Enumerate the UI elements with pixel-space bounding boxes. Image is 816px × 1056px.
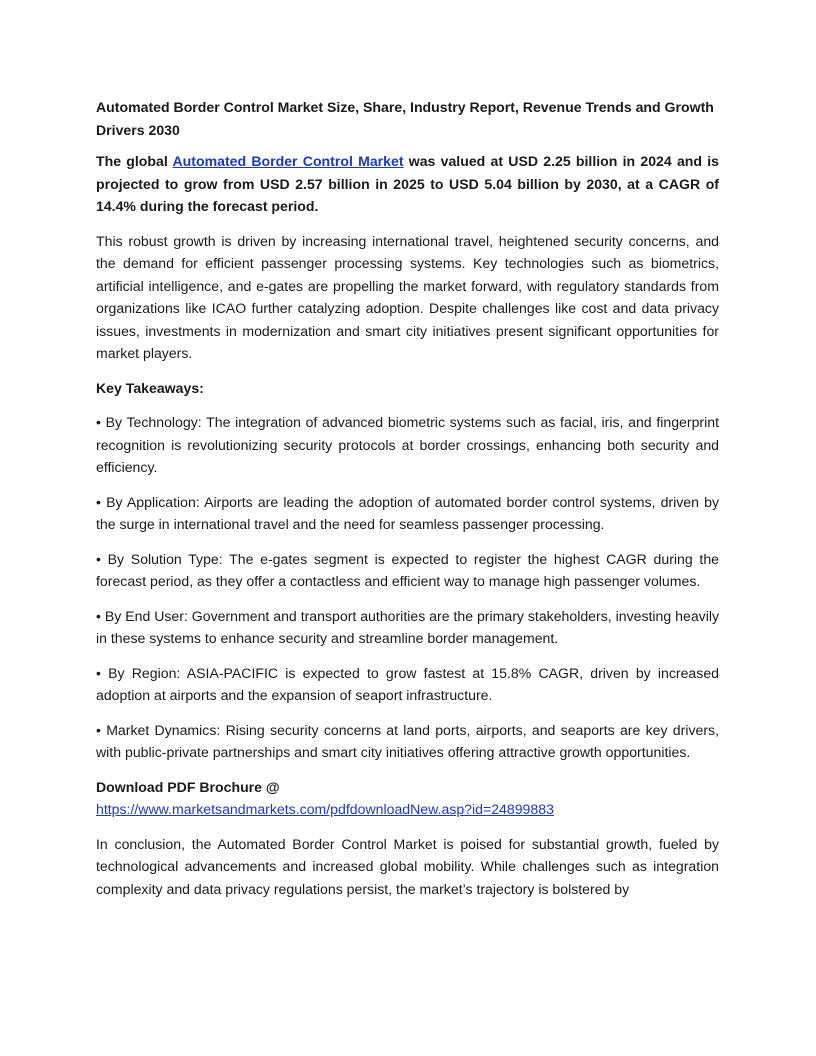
takeaway-solution-type: • By Solution Type: The e-gates segment is expected to register the highest CAGR during the forecast period, as they offer a contactless and efficient way to manage high passenger volumes. (96, 550, 719, 589)
market-report-link[interactable]: Automated Border Control Market (172, 153, 404, 169)
intro-paragraph (96, 150, 719, 218)
takeaway-application: • By Application: Airports are leading the adoption of automated border control systems, driven by the surge in international travel and the need for seamless passenger processing. (96, 493, 719, 532)
takeaway-end-user: • By End User: Government and transport authorities are the primary stakeholders, investing heavily in these systems to enhance security and streamline border management. (96, 607, 720, 646)
download-brochure-label: Download PDF Brochure @ (96, 778, 280, 795)
takeaway-market-dynamics: • Market Dynamics: Rising security concerns at land ports, airports, and seaports are key drivers, with public-private partnerships and smart city initiatives offering attractive growth opportunities. (96, 721, 719, 760)
growth-drivers-paragraph: This robust growth is driven by increasing international travel, heightened security concerns, and the demand for efficient passenger processing systems. Key technologies such as biometrics, artificial intelligence, and e-gates are propelling the market forward, with regulatory standards from organizations like ICAO further catalyzing adoption. Despite challenges like cost and data privacy issues, investments in modernization and smart city initiatives present significant opportunities for market players. (96, 232, 719, 361)
conclusion-paragraph: In conclusion, the Automated Border Control Market is poised for substantial growth, fueled by technological advancements and increased global mobility. While challenges such as integration complexity and data privacy regulations persist, the market’s trajectory is bolstered by (96, 835, 719, 897)
document-title: Automated Border Control Market Size, Share, Industry Report, Revenue Trends and Growth Drivers 2030 (96, 99, 714, 138)
download-brochure-link[interactable]: https://www.marketsandmarkets.com/pdfdownloadNew.asp?id=24899883 (96, 801, 554, 817)
takeaway-region: • By Region: ASIA-PACIFIC is expected to grow fastest at 15.8% CAGR, driven by increased adoption at airports and the expansion of seaport infrastructure. (96, 664, 719, 703)
takeaway-technology: • By Technology: The integration of advanced biometric systems such as facial, iris, and fingerprint recognition is revolutionizing security protocols at border crossings, enhancing both security and efficiency. (96, 414, 719, 475)
key-takeaways-heading: Key Takeaways: (96, 379, 204, 396)
intro-text-before-link: The global (96, 153, 173, 169)
intro-text-after-link: was valued at USD 2.25 billion in 2024 and is projected to grow from USD 2.57 billion in 2025 to USD 5.04 billion by 2030, at a CAGR of 14.4% during the forecast period. (96, 153, 719, 214)
download-brochure-block (96, 776, 719, 821)
